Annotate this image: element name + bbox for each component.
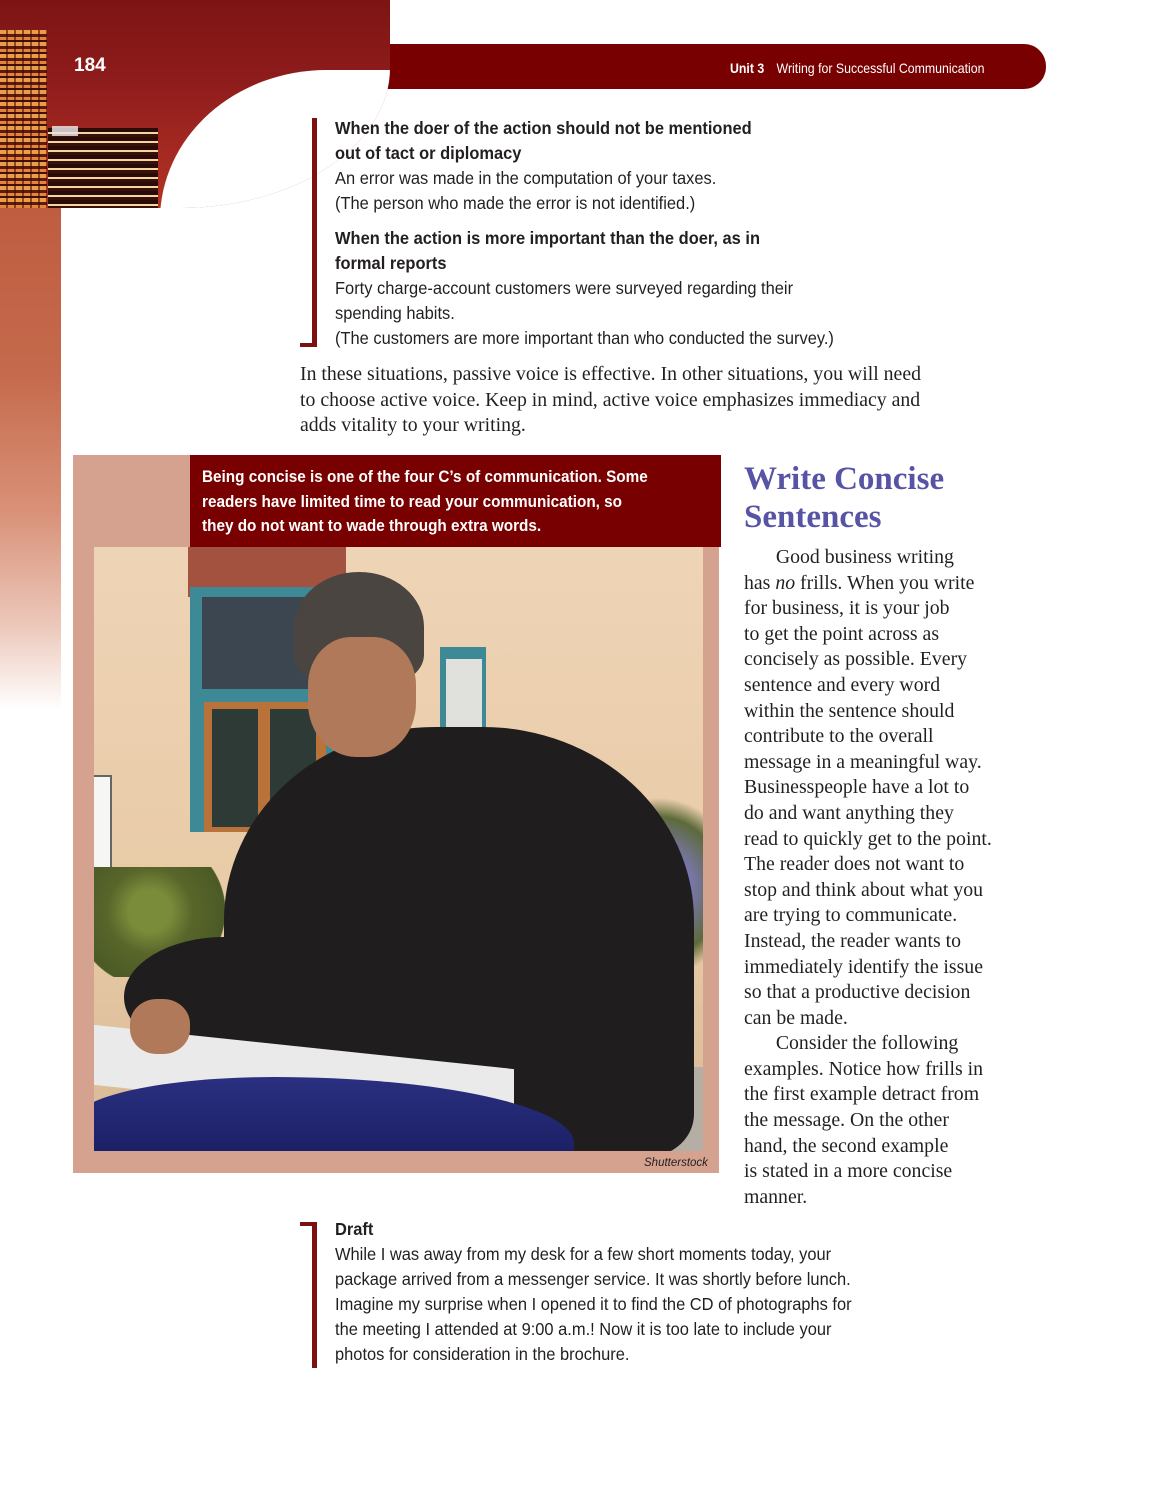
body-line: Consider the following	[775, 1032, 959, 1055]
body-line: examples. Notice how frills in	[744, 1057, 983, 1080]
body-line: contribute to the overall	[744, 725, 934, 748]
body-line: read to quickly get to the point.	[744, 827, 992, 850]
body-line: Good business writing	[775, 546, 954, 568]
tower-building-columns	[0, 30, 47, 208]
body-line: manner.	[744, 1185, 808, 1208]
caption-line: Being concise is one of the four C’s of communication. Some	[202, 467, 648, 486]
body-line: In these situations, passive voice is effective. In other situations, you will need	[300, 363, 922, 385]
example-heading: formal reports	[335, 253, 447, 273]
unit-title: Writing for Successful Communication	[776, 60, 985, 76]
draft-line: While I was away from my desk for a few short moments today, your	[335, 1244, 832, 1264]
body-line: stop and think about what you	[744, 878, 984, 901]
photo-credit: Shutterstock	[644, 1157, 708, 1169]
draft-line: Imagine my surprise when I opened it to find the CD of photographs for	[335, 1294, 852, 1314]
body-line: message in a meaningful way.	[744, 750, 982, 773]
draft-line: the meeting I attended at 9:00 a.m.! Now it is too late to include your	[335, 1319, 832, 1339]
unit-number: Unit 3	[730, 60, 765, 76]
body-line: hand, the second example	[744, 1134, 949, 1157]
caption-line: they do not want to wade through extra words.	[202, 516, 542, 535]
example-heading: When the action is more important than the doer, as in	[335, 228, 761, 248]
figure-photo	[94, 547, 703, 1151]
body-line: is stated in a more concise	[744, 1160, 953, 1183]
passive-voice-examples	[300, 116, 980, 351]
example-note: (The person who made the error is not identified.)	[335, 193, 696, 213]
body-line: so that a productive decision	[744, 981, 971, 1004]
example-heading: out of tact or diplomacy	[335, 143, 522, 163]
body-line: adds vitality to your writing.	[300, 414, 526, 436]
draft-example	[335, 1217, 995, 1367]
body-paragraph-passive-voice	[300, 362, 1020, 439]
example-sentence: Forty charge-account customers were surveyed regarding their	[335, 278, 794, 298]
low-building-sign	[52, 126, 78, 136]
caption-line: readers have limited time to read your communication, so	[202, 491, 623, 511]
body-line: to choose active voice. Keep in mind, active voice emphasizes immediacy and	[300, 388, 921, 411]
body-line: do and want anything they	[744, 801, 954, 824]
running-head	[730, 60, 984, 76]
body-line: concisely as possible. Every	[744, 648, 968, 671]
section-heading-line: Write Concise	[744, 461, 945, 497]
body-line: to get the point across as	[744, 622, 940, 645]
body-line: immediately identify the issue	[744, 955, 983, 978]
body-line: within the sentence should	[744, 699, 955, 722]
text-run: has	[744, 571, 776, 594]
body-line: are trying to communicate.	[744, 904, 958, 927]
text-run: frills. When you write	[795, 571, 975, 594]
example-heading: When the doer of the action should not be mentioned	[335, 118, 752, 138]
body-line: Instead, the reader wants to	[744, 929, 961, 952]
example-note: (The customers are more important than who conducted the survey.)	[335, 328, 834, 348]
section-heading-line: Sentences	[744, 499, 882, 535]
low-building	[48, 128, 158, 208]
body-line: The reader does not want to	[744, 853, 965, 876]
body-line: sentence and every word	[744, 673, 941, 696]
page-number: 184	[74, 55, 106, 76]
draft-line: package arrived from a messenger service. It was shortly before lunch.	[335, 1269, 851, 1289]
draft-heading: Draft	[335, 1219, 374, 1239]
body-line: for business, it is your job	[744, 597, 950, 620]
left-margin-strip	[0, 150, 61, 710]
body-line: the message. On the other	[744, 1109, 949, 1132]
example-sentence: An error was made in the computation of your taxes.	[335, 168, 717, 188]
body-line: can be made.	[744, 1006, 848, 1029]
example-sentence: spending habits.	[335, 303, 455, 323]
section-heading	[744, 460, 1044, 536]
draft-bracket	[312, 1222, 317, 1368]
body-line: the first example detract from	[744, 1083, 980, 1106]
section-body	[744, 545, 1044, 1210]
figure-caption	[190, 455, 721, 547]
body-line	[744, 571, 1034, 597]
emphasis-no: no	[775, 571, 796, 594]
draft-line: photos for consideration in the brochure.	[335, 1344, 630, 1364]
body-line: Businesspeople have a lot to	[744, 776, 970, 799]
